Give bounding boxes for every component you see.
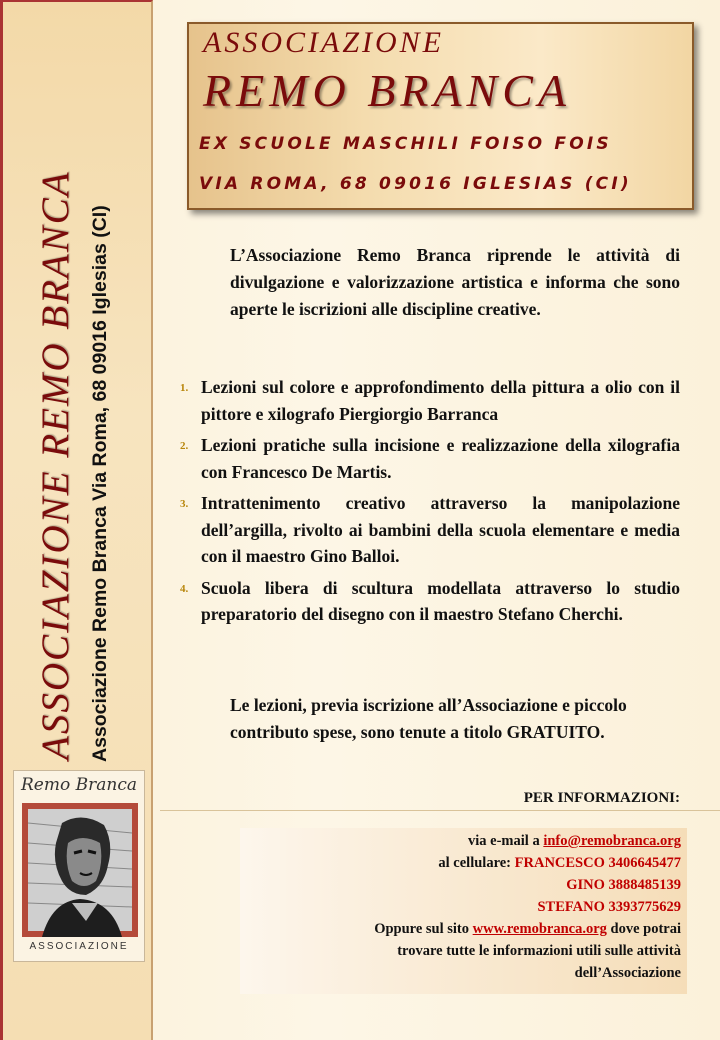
header-association: ASSOCIAZIONE: [203, 26, 444, 59]
email-link[interactable]: info@remobranca.org: [543, 833, 681, 849]
sidebar-address: Associazione Remo Branca Via Roma, 68 09016 Iglesias (CI): [89, 205, 111, 762]
phone-gino: GINO 3888485139: [566, 877, 681, 893]
contact-box: [240, 828, 687, 994]
course-item: [180, 490, 680, 570]
site-label: Oppure sul sito: [374, 921, 473, 937]
course-number: 2.: [180, 440, 189, 452]
site-suffix: dove potrai: [606, 921, 681, 937]
logo-caption: ASSOCIAZIONE: [29, 941, 129, 952]
phone-francesco: FRANCESCO 3406645477: [514, 855, 681, 871]
site-line-3: dell’Associazione: [574, 965, 681, 981]
course-text: Intrattenimento creativo attraverso la manipolazione dell’argilla, rivolto ai bambini della scuola elementare e media con il maestro Gino Balloi.: [201, 493, 680, 566]
sidebar-title: ASSOCIAZIONE REMO BRANCA: [34, 170, 77, 760]
phone-label: al cellulare:: [438, 855, 515, 871]
course-item: [180, 374, 680, 427]
site-link[interactable]: www.remobranca.org: [472, 921, 607, 937]
header-place: EX SCUOLE MASCHILI FOISO FOIS: [199, 134, 612, 154]
course-list: [180, 374, 680, 633]
course-item: [180, 432, 680, 485]
header-banner: [187, 22, 694, 210]
logo-name: Remo Branca: [21, 775, 137, 795]
email-label: via e-mail a: [468, 833, 544, 849]
course-text: Lezioni sul colore e approfondimento della pittura a olio con il pittore e xilografo Piergiorgio Barranca: [201, 377, 680, 424]
course-number: 1.: [180, 382, 189, 394]
header-address: VIA ROMA, 68 09016 IGLESIAS (CI): [199, 174, 632, 194]
email-line: [240, 830, 681, 852]
divider: [160, 810, 720, 811]
phone-stefano: STEFANO 3393775629: [537, 899, 681, 915]
course-text: Scuola libera di scultura modellata attraverso lo studio preparatorio del disegno con il maestro Stefano Cherchi.: [201, 577, 680, 624]
course-text: Lezioni pratiche sulla incisione e realizzazione della xilografia con Francesco De Martis.: [201, 435, 680, 482]
sidebar: [0, 0, 153, 1040]
course-number: 4.: [180, 582, 189, 595]
portrait-image: [22, 803, 138, 937]
course-number: 3.: [180, 498, 189, 510]
phone-line: [240, 852, 681, 874]
header-title: REMO BRANCA: [203, 65, 571, 116]
site-line: [240, 918, 681, 940]
intro-paragraph: L’Associazione Remo Branca riprende le attività di divulgazione e valorizzazione artistica e informa che sono aperte le iscrizioni alle discipline creative.: [230, 245, 680, 319]
course-item: [180, 575, 680, 628]
logo: [13, 770, 145, 962]
info-heading: PER INFORMAZIONI:: [523, 790, 680, 806]
closing-paragraph: Le lezioni, previa iscrizione all’Associazione e piccolo contributo spese, sono tenute a titolo GRATUITO.: [230, 695, 627, 742]
site-line-2: trovare tutte le informazioni utili sulle attività: [397, 943, 681, 959]
